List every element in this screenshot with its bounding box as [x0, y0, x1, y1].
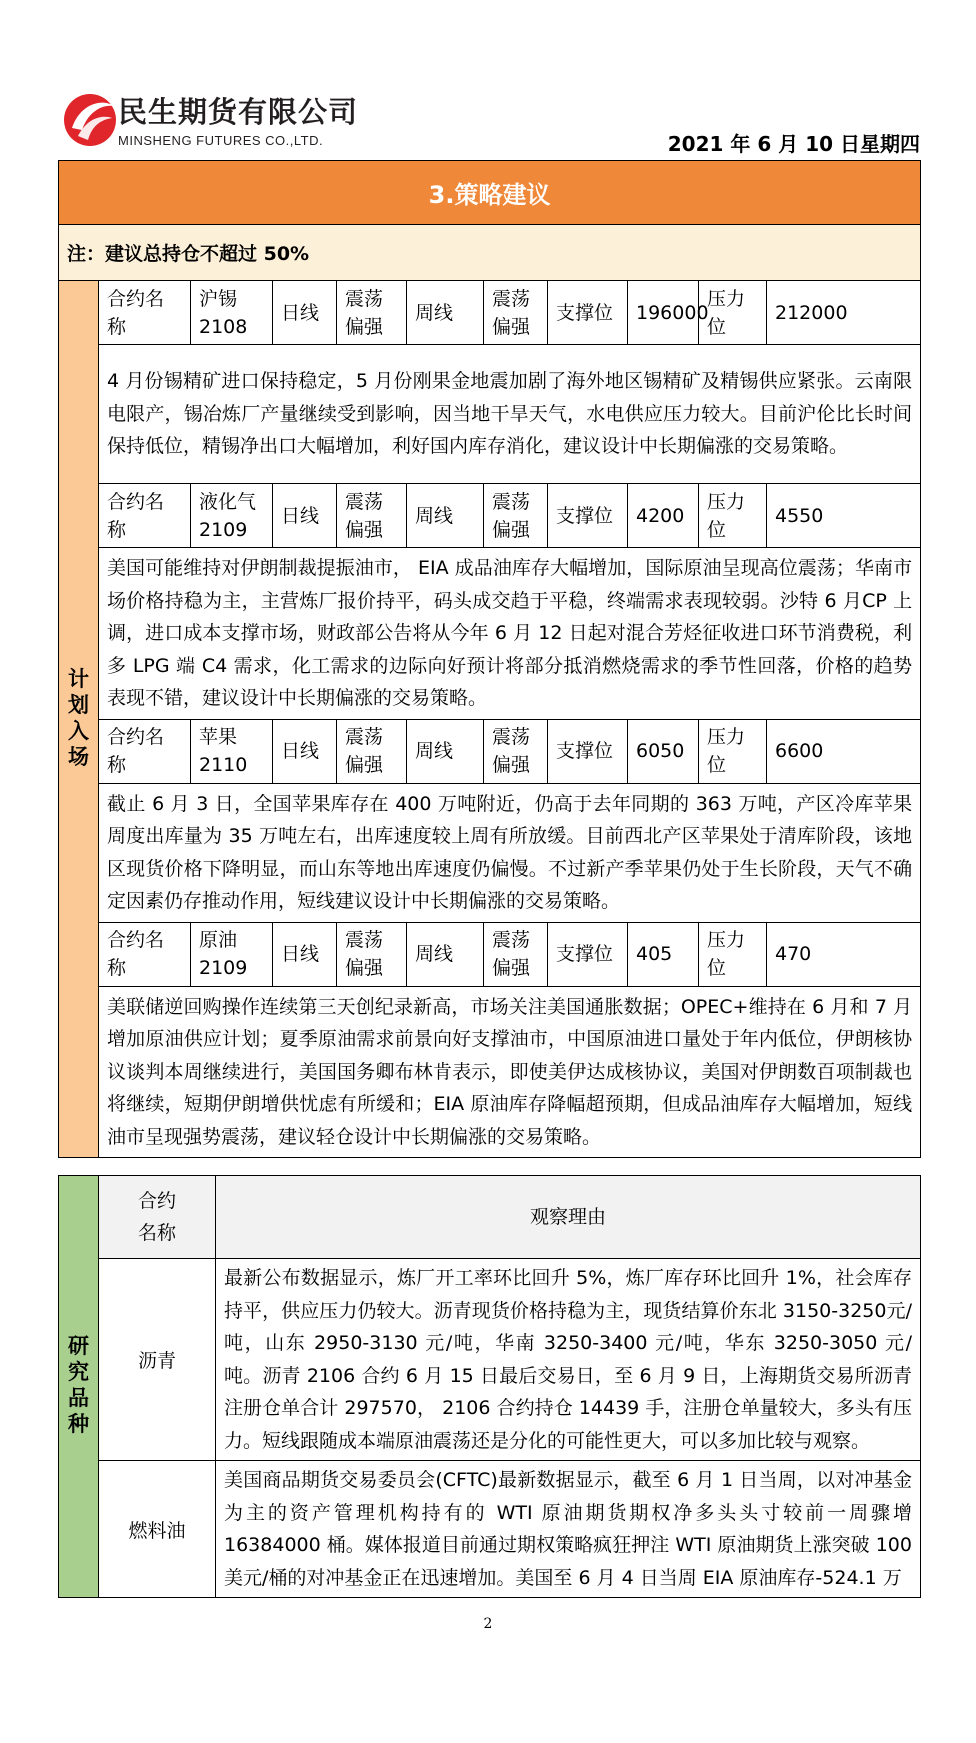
weekly-label: 周线 — [407, 484, 484, 548]
report-date: 2021 年 6 月 10 日星期四 — [667, 132, 920, 156]
contract-label: 合约名称 — [99, 719, 191, 783]
section-title: 3.策略建议 — [59, 161, 921, 225]
contract-desc: 4 月份锡精矿进口保持稳定，5 月份刚果金地震加剧了海外地区锡精矿及精锡供应紧张。云南限电限产，锡冶炼厂产量继续受到影响，因当地干旱天气，水电供应压力较大。目前沪伦比长时间保持低位，精锡净出口大幅增加，利好国内库存消化，建议设计中长期偏涨的交易策略。 — [99, 345, 921, 484]
contract-row — [59, 719, 921, 783]
table-row — [59, 1461, 921, 1598]
table-row — [59, 1259, 921, 1461]
pressure-label: 压力 位 — [699, 719, 767, 783]
contract-row — [59, 281, 921, 345]
pressure-value: 6600 — [767, 719, 921, 783]
position-note: 注：建议总持仓不超过 50% — [59, 225, 921, 281]
pressure-label: 压力 位 — [699, 922, 767, 986]
variety-name: 沥青 — [99, 1259, 216, 1461]
daily-trend: 震荡 偏强 — [337, 281, 407, 345]
contract-desc: 美国可能维持对伊朗制裁提振油市， EIA 成品油库存大幅增加，国际原油呈现高位震荡；华南市场价格持稳为主，主营炼厂报价持平，码头成交趋于平稳，终端需求表现较弱。沙特 6 月CP 上调，进口成本支撑市场，财政部公告将从今年 6 月 12 日起对混合芳烃征收进口环节消费税，利多 LPG 端 C4 需求，化工需求的边际向好预计将部分抵消燃烧需求的季节性回落，价格的趋势表现不错，建议设计中长期偏涨的交易策略。 — [99, 548, 921, 720]
daily-label: 日线 — [273, 484, 337, 548]
support-value: 196000 — [628, 281, 699, 345]
contract-desc: 美联储逆回购操作连续第三天创纪录新高，市场关注美国通胀数据；OPEC+维持在 6 月和 7 月增加原油供应计划；夏季原油需求前景向好支撑油市，中国原油进口量处于年内低位，伊朗核协议谈判本周继续进行，美国国务卿布林肯表示，即使美伊达成核协议，美国对伊朗数百项制裁也将继续，短期伊朗增供忧虑有所缓和；EIA 原油库存降幅超预期，但成品油库存大幅增加，短线油市呈现强势震荡，建议轻仓设计中长期偏涨的交易策略。 — [99, 986, 921, 1158]
contract-name: 原油 2109 — [191, 922, 273, 986]
daily-trend: 震荡 偏强 — [337, 484, 407, 548]
weekly-trend: 震荡 偏强 — [484, 281, 548, 345]
support-value: 4200 — [628, 484, 699, 548]
variety-name: 燃料油 — [99, 1461, 216, 1598]
contract-label: 合约名称 — [99, 484, 191, 548]
page-number: 2 — [483, 1616, 493, 1632]
contract-name: 苹果 2110 — [191, 719, 273, 783]
contract-label: 合约名称 — [99, 281, 191, 345]
contract-label: 合约名称 — [99, 922, 191, 986]
contract-desc: 截止 6 月 3 日，全国苹果库存在 400 万吨附近，仍高于去年同期的 363 万吨，产区冷库苹果周度出库量为 35 万吨左右，出库速度较上周有所放缓。目前西北产区苹果处于清库阶段，该地区现货价格下降明显，而山东等地出库速度仍偏慢。不过新产季苹果仍处于生长阶段，天气不确定因素仍存推动作用，短线建议设计中长期偏涨的交易策略。 — [99, 783, 921, 922]
support-value: 6050 — [628, 719, 699, 783]
company-name-cn: 民生期货有限公司 — [118, 95, 359, 129]
observation-text: 最新公布数据显示，炼厂开工率环比回升 5%，炼厂库存环比回升 1%，社会库存持平，供应压力仍较大。沥青现货价格持稳为主，现货结算价东北 3150-3250元/吨，山东 2950-3130 元/吨，华南 3250-3400 元/吨，华东 3250-3050 元/吨。沥青 2106 合约 6 月 15 日最后交易日，至 6 月 9 日，上海期货交易所沥青注册仓单合计 297570， 2106 合约持仓 14439 手，注册仓单量较大，多头有压力。短线跟随成本端原油震荡还是分化的可能性更大，可以多加比较与观察。 — [216, 1259, 921, 1461]
side-label-research: 研究品种 — [59, 1176, 99, 1598]
pressure-value: 4550 — [767, 484, 921, 548]
pressure-label: 压力 位 — [699, 484, 767, 548]
weekly-label: 周线 — [407, 281, 484, 345]
support-label: 支撑位 — [548, 281, 628, 345]
weekly-trend: 震荡 偏强 — [484, 719, 548, 783]
strategy-table — [58, 160, 921, 1158]
pressure-value: 212000 — [767, 281, 921, 345]
col-header-name: 合约 名称 — [99, 1176, 216, 1259]
pressure-label: 压力 位 — [699, 281, 767, 345]
support-label: 支撑位 — [548, 719, 628, 783]
support-label: 支撑位 — [548, 484, 628, 548]
daily-label: 日线 — [273, 281, 337, 345]
support-label: 支撑位 — [548, 922, 628, 986]
col-header-reason: 观察理由 — [216, 1176, 921, 1259]
weekly-trend: 震荡 偏强 — [484, 922, 548, 986]
contract-row — [59, 484, 921, 548]
contract-name: 液化气 2109 — [191, 484, 273, 548]
daily-label: 日线 — [273, 719, 337, 783]
daily-trend: 震荡 偏强 — [337, 719, 407, 783]
pressure-value: 470 — [767, 922, 921, 986]
weekly-trend: 震荡 偏强 — [484, 484, 548, 548]
weekly-label: 周线 — [407, 922, 484, 986]
daily-trend: 震荡 偏强 — [337, 922, 407, 986]
side-label-plan: 计划入场 — [59, 281, 99, 1158]
research-table — [58, 1175, 921, 1598]
contract-row — [59, 922, 921, 986]
support-value: 405 — [628, 922, 699, 986]
company-name-en: MINSHENG FUTURES CO.,LTD. — [118, 133, 324, 148]
daily-label: 日线 — [273, 922, 337, 986]
observation-text: 美国商品期货交易委员会(CFTC)最新数据显示，截至 6 月 1 日当周，以对冲基金为主的资产管理机构持有的 WTI 原油期货期权净多头头寸较前一周骤增16384000 桶。媒体报道目前通过期权策略疯狂押注 WTI 原油期货上涨突破 100美元/桶的对冲基金正在迅速增加。美国至 6 月 4 日当周 EIA 原油库存-524.1 万 — [216, 1461, 921, 1598]
weekly-label: 周线 — [407, 719, 484, 783]
contract-name: 沪锡 2108 — [191, 281, 273, 345]
